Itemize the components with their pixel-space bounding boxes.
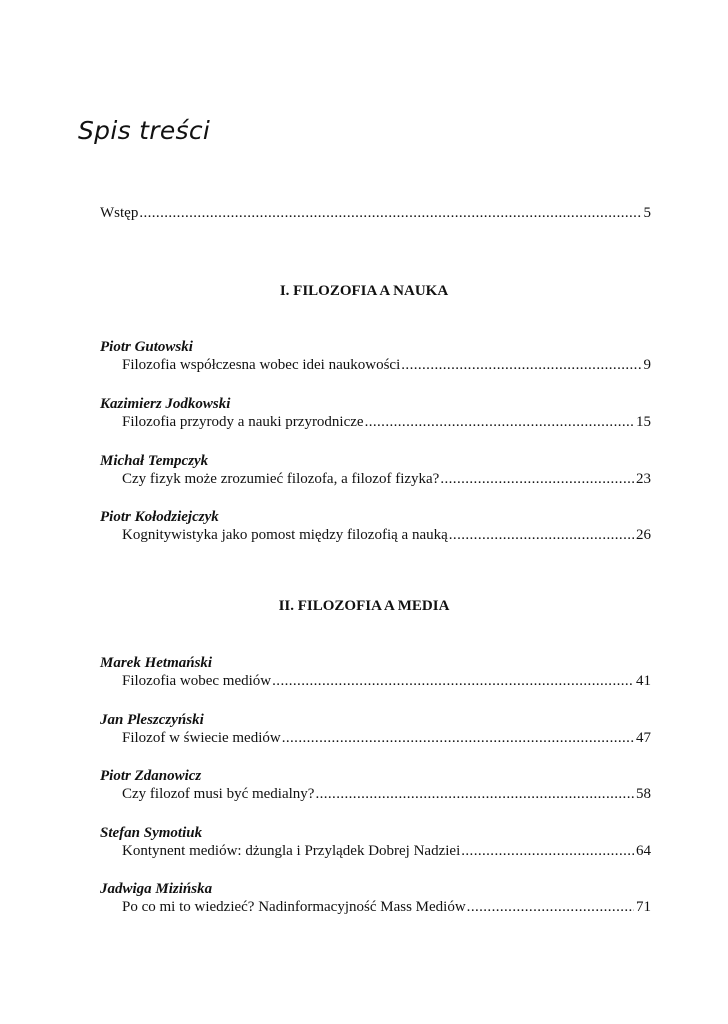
- toc-entry[interactable]: [122, 785, 651, 803]
- toc-page-number: 58: [636, 786, 651, 802]
- toc-page-number: 5: [643, 205, 651, 221]
- entry-author: Jan Pleszczyński: [100, 712, 204, 728]
- dot-leader: [365, 413, 634, 431]
- dot-leader: [272, 672, 634, 690]
- toc-entry-title: Filozofia przyrody a nauki przyrodnicze: [122, 414, 364, 430]
- dot-leader: [315, 785, 634, 803]
- toc-entry-title: Filozofia współczesna wobec idei naukowości: [122, 357, 401, 373]
- toc-entry-title: Kontynent mediów: dżungla i Przylądek Dobrej Nadziei: [122, 843, 461, 859]
- dot-leader: [282, 729, 634, 747]
- dot-leader: [467, 898, 634, 916]
- entry-author: Stefan Symotiuk: [100, 825, 203, 841]
- toc-entry-title: Wstęp: [100, 205, 139, 221]
- toc-entry[interactable]: [122, 842, 651, 860]
- entry-author: Jadwiga Mizińska: [100, 881, 213, 897]
- toc-page-number: 47: [636, 730, 651, 746]
- toc-entry-title: Kognitywistyka jako pomost między filozofią a nauką: [122, 527, 448, 543]
- toc-page-number: 41: [636, 673, 651, 689]
- entry-author: Kazimierz Jodkowski: [100, 396, 231, 412]
- toc-entry[interactable]: [122, 356, 651, 374]
- entry-author: Piotr Kołodziejczyk: [100, 509, 219, 525]
- section-heading: I. FILOZOFIA A NAUKA: [279, 283, 449, 299]
- toc-page-number: 64: [636, 843, 651, 859]
- toc-page-number: 9: [643, 357, 651, 373]
- toc-entry-title: Czy filozof musi być medialny?: [122, 786, 315, 802]
- dot-leader: [461, 842, 634, 860]
- entry-author: Piotr Gutowski: [100, 339, 193, 355]
- toc-entry[interactable]: [122, 413, 651, 431]
- dot-leader: [440, 470, 634, 488]
- entry-author: Piotr Zdanowicz: [100, 768, 202, 784]
- toc-entry[interactable]: [122, 898, 651, 916]
- toc-entry[interactable]: [122, 729, 651, 747]
- toc-entry[interactable]: [122, 470, 651, 488]
- toc-page-number: 23: [636, 471, 651, 487]
- entry-author: Michał Tempczyk: [100, 453, 209, 469]
- toc-entry-title: Po co mi to wiedzieć? Nadinformacyjność Mass Mediów: [122, 899, 466, 915]
- section-heading: II. FILOZOFIA A MEDIA: [278, 598, 450, 614]
- dot-leader: [401, 356, 641, 374]
- dot-leader: [139, 204, 641, 222]
- dot-leader: [449, 526, 634, 544]
- entry-author: Marek Hetmański: [100, 655, 213, 671]
- toc-entry[interactable]: [122, 672, 651, 690]
- toc-page-number: 15: [636, 414, 651, 430]
- page-title: Spis treści: [78, 116, 211, 145]
- toc-entry[interactable]: [122, 526, 651, 544]
- toc-page-number: 26: [636, 527, 651, 543]
- toc-entry-title: Filozof w świecie mediów: [122, 730, 281, 746]
- toc-page-number: 71: [636, 899, 651, 915]
- toc-entry-intro[interactable]: [100, 204, 651, 222]
- toc-entry-title: Filozofia wobec mediów: [122, 673, 272, 689]
- toc-entry-title: Czy fizyk może zrozumieć filozofa, a filozof fizyka?: [122, 471, 440, 487]
